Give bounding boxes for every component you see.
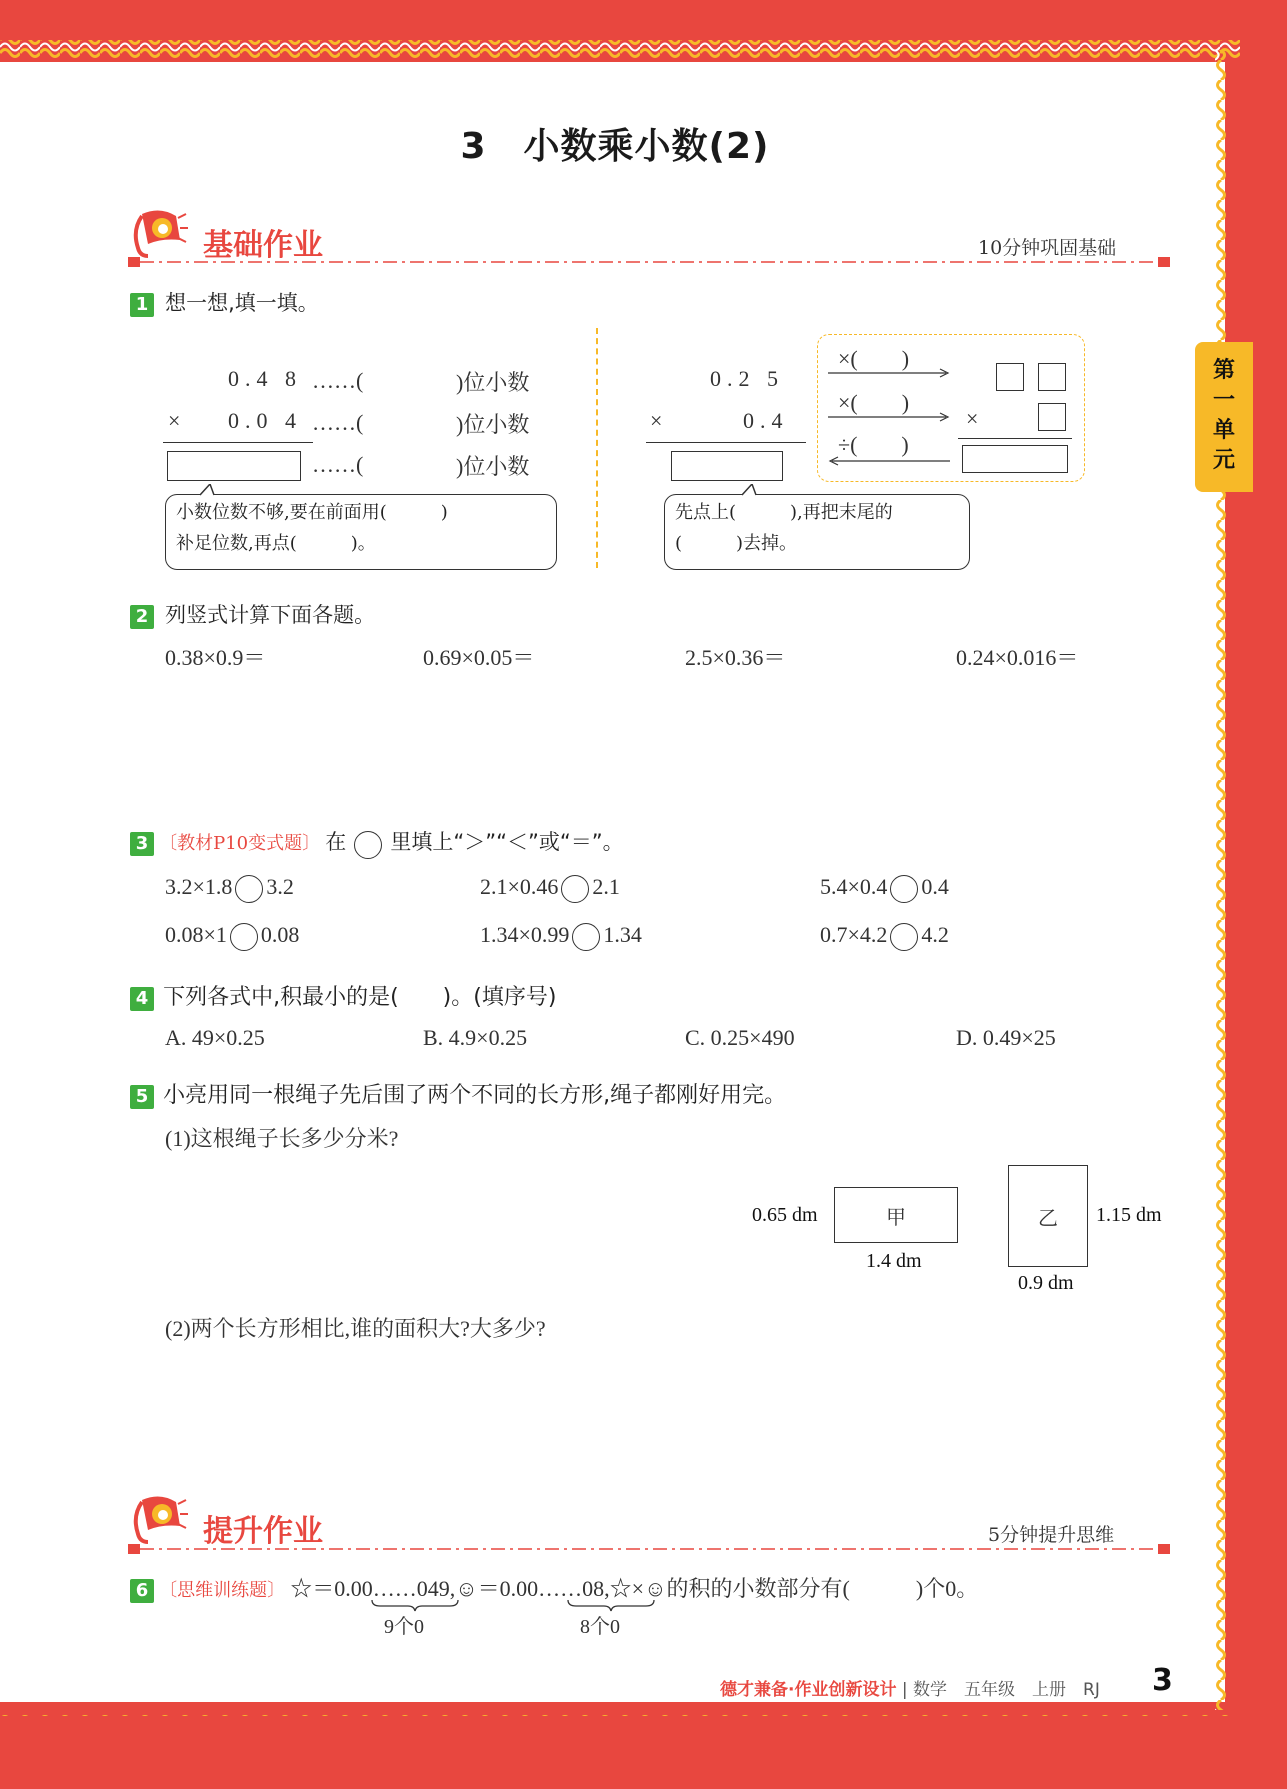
dots-label: ……(: [312, 368, 364, 393]
operation-label: ÷( ): [838, 432, 909, 457]
side-tab-char: 单: [1212, 418, 1235, 443]
option-c: C. 0.25×490: [685, 1025, 795, 1050]
compare-circle[interactable]: [572, 923, 600, 951]
question-text: ☆＝0.: [290, 1576, 351, 1601]
compare-left: 2.1×0.46: [480, 874, 559, 899]
side-tab-char: 元: [1212, 448, 1235, 473]
hint-bubble: [664, 494, 970, 570]
decimal-places-label: )位小数: [456, 370, 530, 395]
section-advanced-subtitle: 5分钟提升思维: [988, 1524, 1115, 1546]
dots-label: ……(: [312, 410, 364, 435]
option-d: D. 0.49×25: [956, 1025, 1056, 1050]
compare-circle[interactable]: [235, 875, 263, 903]
megaphone-icon: [128, 206, 190, 262]
arrow-right-icon: [828, 368, 953, 378]
compare-item: [165, 922, 299, 951]
rectangle-b: [1008, 1165, 1088, 1267]
multiplicand: 0.4 8: [228, 366, 302, 391]
question-text: 在: [325, 830, 347, 854]
question-number: 6: [130, 1579, 154, 1603]
compare-item: [480, 874, 620, 903]
rect-b-label: 乙: [1038, 1207, 1058, 1230]
megaphone-icon: [128, 1492, 190, 1548]
hint-bubble: [165, 494, 557, 570]
rect-b-width: 0.9 dm: [1018, 1272, 1074, 1294]
zero-run-2: 00……0: [516, 1576, 594, 1601]
answer-box[interactable]: [962, 445, 1068, 473]
compare-right: 0.4: [921, 874, 949, 899]
option-b: B. 4.9×0.25: [423, 1025, 528, 1050]
compare-circle[interactable]: [890, 875, 918, 903]
compare-left: 0.08×1: [165, 922, 227, 947]
decimal-places-label: )位小数: [456, 454, 530, 479]
bubble-tail: [200, 484, 220, 496]
question-text: 里填上“＞”“＜”或“＝”。: [390, 830, 624, 854]
subquestion-1: (1)这根绳子长多少分米?: [165, 1126, 399, 1151]
arrow-left-icon: [828, 456, 953, 466]
footer: 德才兼备·作业创新设计 | 数学 五年级 上册 RJ: [720, 1680, 1100, 1700]
section-divider: [128, 1543, 1173, 1555]
decimal-places-label: )位小数: [456, 412, 530, 437]
question-6: [130, 1572, 978, 1603]
compare-circle[interactable]: [890, 923, 918, 951]
multiplier: 0.0 4: [228, 408, 302, 433]
question-2: [130, 599, 375, 629]
times-sign: ×: [650, 408, 663, 433]
question-tag: 〔教材P10变式题〕: [159, 833, 321, 854]
compare-right: 0.08: [260, 922, 300, 947]
compare-circle[interactable]: [561, 875, 589, 903]
compare-right: 4.2: [921, 922, 949, 947]
compare-right: 2.1: [592, 874, 620, 899]
operation-label: ×( ): [838, 346, 910, 371]
digit-box[interactable]: [1038, 403, 1066, 431]
digit-box[interactable]: [996, 363, 1024, 391]
compare-left: 3.2×1.8: [165, 874, 233, 899]
compare-left: 0.7×4.2: [820, 922, 888, 947]
question-1: [130, 287, 319, 317]
rect-a-width: 1.4 dm: [866, 1250, 922, 1272]
question-text: 想一想,填一填。: [165, 291, 319, 315]
answer-box[interactable]: [167, 451, 301, 481]
calculation-item: 2.5×0.36＝: [685, 645, 786, 670]
section-basic-title: 基础作业: [203, 228, 323, 263]
times-sign: ×: [168, 408, 181, 433]
brace-label-1: 9个0: [384, 1616, 424, 1638]
multiplicand: 0.2 5: [710, 366, 784, 391]
option-a: A. 49×0.25: [165, 1025, 265, 1050]
hint-line: 先点上( ),再把末尾的: [675, 502, 893, 523]
question-text: 8,☆×☺的积的小数部分有( )个0。: [593, 1576, 979, 1601]
compare-item: [820, 922, 949, 951]
compare-item: [165, 874, 294, 903]
hint-line: 小数位数不够,要在前面用( ): [176, 502, 448, 523]
compare-left: 1.34×0.99: [480, 922, 570, 947]
calculation-item: 0.69×0.05＝: [423, 645, 535, 670]
compare-circle[interactable]: [230, 923, 258, 951]
rectangle-a: [834, 1187, 958, 1243]
brace-label-2: 8个0: [580, 1616, 620, 1638]
answer-box[interactable]: [671, 451, 783, 481]
section-divider: [128, 256, 1173, 268]
question-text: 列竖式计算下面各题。: [165, 603, 376, 627]
underline: [163, 442, 313, 443]
side-tab-char: 第: [1212, 358, 1235, 383]
section-advanced-title: 提升作业: [203, 1514, 323, 1549]
calculation-item: 0.24×0.016＝: [956, 645, 1079, 670]
times-sign: ×: [966, 406, 979, 431]
underline: [646, 442, 806, 443]
calculation-item: 0.38×0.9＝: [165, 645, 266, 670]
question-number: 4: [130, 987, 154, 1011]
compare-right: 1.34: [603, 922, 642, 947]
zero-run-1: 00……0: [350, 1576, 428, 1601]
arrow-right-icon: [828, 412, 953, 422]
compare-item: [480, 922, 642, 951]
question-3: [130, 826, 624, 859]
question-number: 1: [130, 293, 154, 317]
section-basic-subtitle: 10分钟巩固基础: [978, 237, 1117, 259]
question-text: 小亮用同一根绳子先后围了两个不同的长方形,绳子都刚好用完。: [163, 1083, 787, 1108]
side-tab-char: 一: [1212, 388, 1235, 413]
column-divider: [596, 328, 598, 568]
compare-item: [820, 874, 949, 903]
dots-label: ……(: [312, 452, 364, 477]
hint-line: 补足位数,再点( )。: [176, 533, 376, 554]
question-number: 2: [130, 605, 154, 629]
unit-side-tab: [1195, 342, 1253, 492]
footer-brand: 德才兼备·作业创新设计: [720, 1680, 897, 1700]
question-number: 5: [130, 1085, 154, 1109]
digit-box[interactable]: [1038, 363, 1066, 391]
multiplier: 0.4: [743, 408, 789, 433]
page-title: 3 小数乘小数(2): [460, 126, 770, 167]
question-text: 下列各式中,积最小的是( )。(填序号): [163, 985, 557, 1010]
question-number: 3: [130, 832, 154, 856]
compare-right: 3.2: [266, 874, 294, 899]
footer-info: 数学 五年级 上册 RJ: [913, 1680, 1100, 1700]
rect-a-height: 0.65 dm: [752, 1204, 818, 1226]
question-4: [130, 980, 556, 1011]
operation-label: ×( ): [838, 390, 910, 415]
rect-b-height: 1.15 dm: [1096, 1204, 1162, 1226]
bubble-tail: [742, 484, 762, 496]
question-5: [130, 1078, 786, 1109]
question-tag: 〔思维训练题〕: [159, 1580, 286, 1601]
hint-line: ( )去掉。: [675, 533, 798, 554]
page-number: 3: [1152, 1663, 1173, 1698]
rect-a-label: 甲: [886, 1206, 906, 1229]
underline: [958, 438, 1072, 439]
question-text: 49,☺＝0.: [427, 1576, 517, 1601]
circle-icon: [354, 831, 382, 859]
subquestion-2: (2)两个长方形相比,谁的面积大?大多少?: [165, 1316, 546, 1341]
compare-left: 5.4×0.4: [820, 874, 888, 899]
